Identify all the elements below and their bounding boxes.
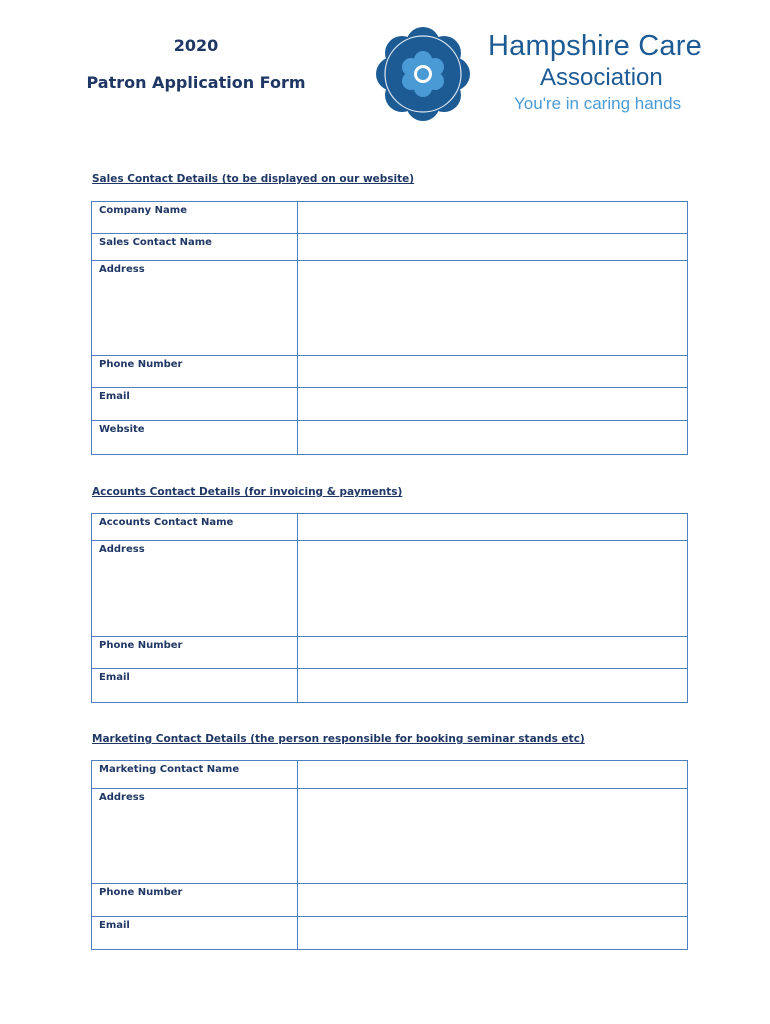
sales-email-label: Email <box>92 388 298 421</box>
sales-email-field[interactable] <box>298 388 688 421</box>
flower-logo-icon <box>372 26 474 122</box>
sales-contact-name-label: Sales Contact Name <box>92 234 298 261</box>
accounts-contact-name-label: Accounts Contact Name <box>92 514 298 541</box>
sales-website-field[interactable] <box>298 421 688 455</box>
form-header <box>60 36 332 92</box>
company-name-field[interactable] <box>298 202 688 234</box>
marketing-phone-label: Phone Number <box>92 884 298 917</box>
sales-phone-label: Phone Number <box>92 356 298 388</box>
accounts-address-field[interactable] <box>298 541 688 637</box>
form-year: 2020 <box>173 36 219 55</box>
sales-section-heading: Sales Contact Details (to be displayed on our website) <box>92 173 415 185</box>
marketing-phone-field[interactable] <box>298 884 688 917</box>
organisation-logo <box>372 26 722 126</box>
accounts-contact-name-field[interactable] <box>298 514 688 541</box>
sales-phone-field[interactable] <box>298 356 688 388</box>
marketing-contact-name-field[interactable] <box>298 761 688 789</box>
sales-contact-table <box>91 201 688 455</box>
sales-contact-name-field[interactable] <box>298 234 688 261</box>
logo-name: Hampshire Care <box>488 30 702 62</box>
marketing-address-field[interactable] <box>298 789 688 884</box>
sales-address-label: Address <box>92 261 298 356</box>
company-name-label: Company Name <box>92 202 298 234</box>
marketing-email-field[interactable] <box>298 917 688 950</box>
sales-website-label: Website <box>92 421 298 455</box>
sales-address-field[interactable] <box>298 261 688 356</box>
marketing-contact-name-label: Marketing Contact Name <box>92 761 298 789</box>
logo-tagline: You're in caring hands <box>514 94 682 113</box>
accounts-phone-label: Phone Number <box>92 637 298 669</box>
marketing-email-label: Email <box>92 917 298 950</box>
form-title: Patron Application Form <box>86 73 306 92</box>
accounts-phone-field[interactable] <box>298 637 688 669</box>
accounts-section-heading: Accounts Contact Details (for invoicing & payments) <box>92 486 403 498</box>
accounts-contact-table <box>91 513 688 703</box>
marketing-contact-table <box>91 760 688 950</box>
marketing-address-label: Address <box>92 789 298 884</box>
accounts-email-field[interactable] <box>298 669 688 703</box>
marketing-section-heading: Marketing Contact Details (the person responsible for booking seminar stands etc) <box>92 733 585 745</box>
logo-subtitle: Association <box>540 64 663 91</box>
accounts-email-label: Email <box>92 669 298 703</box>
accounts-address-label: Address <box>92 541 298 637</box>
